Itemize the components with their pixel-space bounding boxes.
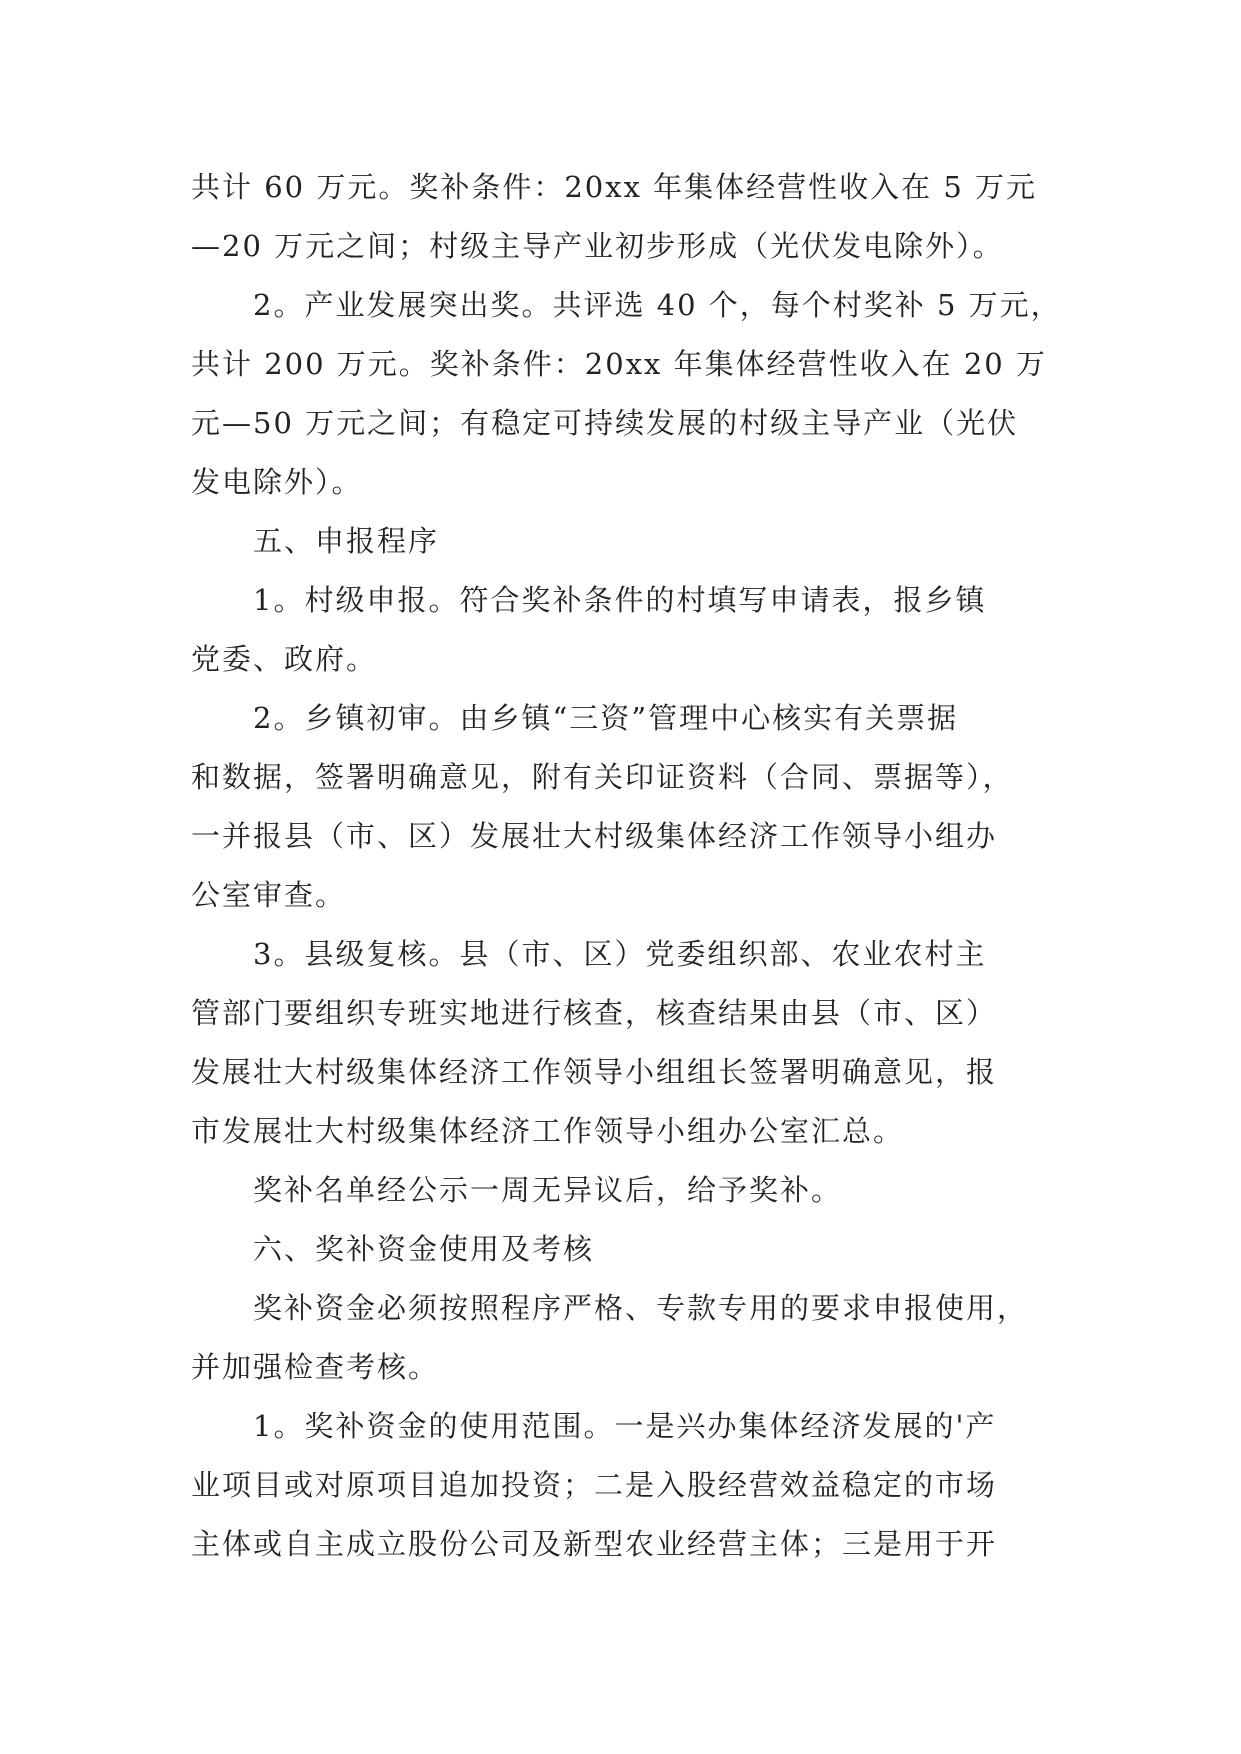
document-body bbox=[191, 158, 1062, 1574]
text-line: 业项目或对原项目追加投资；二是入股经营效益稳定的市场 bbox=[191, 1468, 998, 1502]
text-line: 发电除外）。 bbox=[191, 465, 363, 499]
text-line: 1。村级申报。符合奖补条件的村填写申请表，报乡镇 bbox=[253, 583, 987, 617]
text-line: —20 万元之间；村级主导产业初步形成（光伏发电除外）。 bbox=[191, 229, 1004, 263]
text-line: 共计 200 万元。奖补条件：20xx 年集体经营性收入在 20 万 bbox=[191, 347, 1047, 381]
text-line: 公室审查。 bbox=[191, 878, 347, 912]
text-line: 五、申报程序 bbox=[253, 524, 440, 558]
text-line: 和数据，签署明确意见，附有关印证资料（合同、票据等）， bbox=[191, 760, 1014, 794]
text-line: 元—50 万元之间；有稳定可持续发展的村级主导产业（光伏 bbox=[191, 406, 1019, 440]
text-line: 1。奖补资金的使用范围。一是兴办集体经济发展的'产 bbox=[253, 1409, 997, 1443]
text-line: 3。县级复核。县（市、区）党委组织部、农业农村主 bbox=[253, 937, 987, 971]
text-line: 奖补资金必须按照程序严格、专款专用的要求申报使用， bbox=[253, 1291, 1029, 1325]
text-line: 党委、政府。 bbox=[191, 642, 378, 676]
text-line: 主体或自主成立股份公司及新型农业经营主体；三是用于开 bbox=[191, 1527, 998, 1561]
text-line: 奖补名单经公示一周无异议后，给予奖补。 bbox=[253, 1173, 843, 1207]
text-line: 2。产业发展突出奖。共评选 40 个，每个村奖补 5 万元， bbox=[253, 288, 1062, 322]
text-line: 一并报县（市、区）发展壮大村级集体经济工作领导小组办 bbox=[191, 819, 998, 853]
text-line: 六、奖补资金使用及考核 bbox=[253, 1232, 595, 1266]
text-line: 管部门要组织专班实地进行核查，核查结果由县（市、区） bbox=[191, 996, 998, 1030]
text-line: 市发展壮大村级集体经济工作领导小组办公室汇总。 bbox=[191, 1114, 905, 1148]
text-line: 并加强检查考核。 bbox=[191, 1350, 440, 1384]
text-line: 共计 60 万元。奖补条件：20xx 年集体经营性收入在 5 万元 bbox=[191, 170, 1038, 204]
text-line: 发展壮大村级集体经济工作领导小组组长签署明确意见，报 bbox=[191, 1055, 998, 1089]
text-line: 2。乡镇初审。由乡镇“三资”管理中心核实有关票据 bbox=[253, 701, 959, 735]
